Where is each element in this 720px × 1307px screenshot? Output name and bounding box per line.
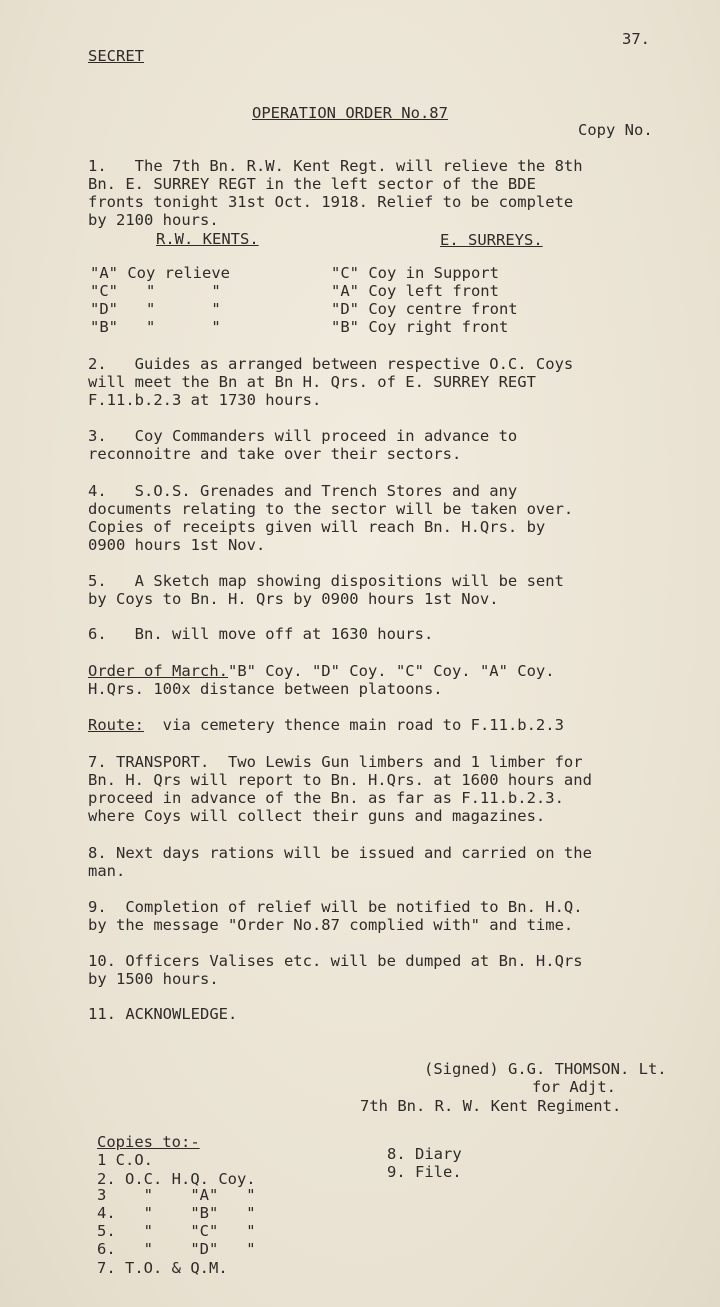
relief-row-left: "A" Coy relieve <box>90 264 230 282</box>
paragraph-9 <box>88 898 698 936</box>
copy-entry: 3 " "A" " <box>97 1186 256 1204</box>
signature-line: for Adjt. <box>532 1078 616 1096</box>
paragraph-line: Copies of receipts given will reach Bn. H.Qrs. by <box>88 518 546 536</box>
copy-number: Copy No. <box>578 121 653 139</box>
copy-entry: 5. " "C" " <box>97 1222 256 1240</box>
relief-row-right: "A" Coy left front <box>331 282 499 300</box>
paragraph-7 <box>88 753 698 827</box>
order-of-march-line2: H.Qrs. 100x distance between platoons. <box>88 680 443 698</box>
paragraph-line: Bn. E. SURREY REGT in the left sector of the BDE <box>88 175 536 193</box>
order-of-march-text: "B" Coy. "D" Coy. "C" Coy. "A" Coy. <box>227 662 555 680</box>
paragraph-line: 5. A Sketch map showing dispositions will be sent <box>88 572 564 590</box>
route-label: Route: <box>88 716 144 734</box>
paragraph-line: reconnoitre and take over their sectors. <box>88 445 462 463</box>
signature-line: (Signed) G.G. THOMSON. Lt. <box>424 1060 667 1078</box>
paragraph-line: 8. Next days rations will be issued and carried on the <box>88 844 592 862</box>
paragraph-line: by the message "Order No.87 complied with" and time. <box>88 916 574 934</box>
paragraph-line: fronts tonight 31st Oct. 1918. Relief to be complete <box>88 193 574 211</box>
relief-row-right: "C" Coy in Support <box>331 264 499 282</box>
paragraph-2 <box>88 355 688 411</box>
copy-entry: 4. " "B" " <box>97 1204 256 1222</box>
paragraph-3 <box>88 427 688 465</box>
copy-entry: 6. " "D" " <box>97 1240 256 1258</box>
order-of-march <box>88 662 555 680</box>
classification-marking: SECRET <box>88 47 144 65</box>
paragraph-line: F.11.b.2.3 at 1730 hours. <box>88 391 322 409</box>
paragraph-line: Bn. H. Qrs will report to Bn. H.Qrs. at 1600 hours and <box>88 771 592 789</box>
paragraph-5 <box>88 572 688 610</box>
paragraph-8 <box>88 844 698 882</box>
paragraph-line: 0900 hours 1st Nov. <box>88 536 266 554</box>
paragraph-line: documents relating to the sector will be taken over. <box>88 500 574 518</box>
paragraph-1 <box>88 157 688 231</box>
paragraph-line: by Coys to Bn. H. Qrs by 0900 hours 1st Nov. <box>88 590 499 608</box>
paragraph-11: 11. ACKNOWLEDGE. <box>88 1005 238 1023</box>
relief-row-left: "C" " " <box>90 282 221 300</box>
paragraph-line: proceed in advance of the Bn. as far as F.11.b.2.3. <box>88 789 564 807</box>
paragraph-6: 6. Bn. will move off at 1630 hours. <box>88 625 434 643</box>
route-text: via cemetery thence main road to F.11.b.2.3 <box>144 716 564 734</box>
order-of-march-label: Order of March. <box>88 662 228 680</box>
paragraph-line: 2. Guides as arranged between respective O.C. Coys <box>88 355 574 373</box>
paragraph-line: 9. Completion of relief will be notified to Bn. H.Q. <box>88 898 583 916</box>
paragraph-line: man. <box>88 862 126 880</box>
paragraph-10 <box>88 952 698 990</box>
page-number: 37. <box>622 30 650 48</box>
route <box>88 716 564 734</box>
relief-row-right: "B" Coy right front <box>331 318 509 336</box>
relief-row-left: "B" " " <box>90 318 221 336</box>
copy-entry: 9. File. <box>387 1163 462 1181</box>
paragraph-line: by 1500 hours. <box>88 970 219 988</box>
paragraph-line: will meet the Bn at Bn H. Qrs. of E. SURREY REGT <box>88 373 536 391</box>
relief-row-left: "D" " " <box>90 300 221 318</box>
paragraph-line: where Coys will collect their guns and magazines. <box>88 807 546 825</box>
copy-entry: 1 C.O. <box>97 1151 153 1169</box>
paragraph-line: 7. TRANSPORT. Two Lewis Gun limbers and 1 limber for <box>88 753 583 771</box>
copy-entry: 7. T.O. & Q.M. <box>97 1259 228 1277</box>
relief-row-right: "D" Coy centre front <box>331 300 518 318</box>
relief-col-header-surreys: E. SURREYS. <box>440 231 543 249</box>
paragraph-line: 3. Coy Commanders will proceed in advance to <box>88 427 518 445</box>
paragraph-line: 4. S.O.S. Grenades and Trench Stores and any <box>88 482 518 500</box>
relief-col-header-kents: R.W. KENTS. <box>156 230 259 248</box>
copies-header: Copies to:- <box>97 1133 200 1151</box>
paragraph-4 <box>88 482 688 556</box>
copy-entry: 8. Diary <box>387 1145 462 1163</box>
paragraph-line: 10. Officers Valises etc. will be dumped at Bn. H.Qrs <box>88 952 583 970</box>
paragraph-line: by 2100 hours. <box>88 211 219 229</box>
signature-line: 7th Bn. R. W. Kent Regiment. <box>360 1097 622 1115</box>
copy-entry: 2. O.C. H.Q. Coy. <box>97 1170 256 1188</box>
paragraph-line: 1. The 7th Bn. R.W. Kent Regt. will relieve the 8th <box>88 157 583 175</box>
page-title: OPERATION ORDER No.87 <box>252 104 448 122</box>
